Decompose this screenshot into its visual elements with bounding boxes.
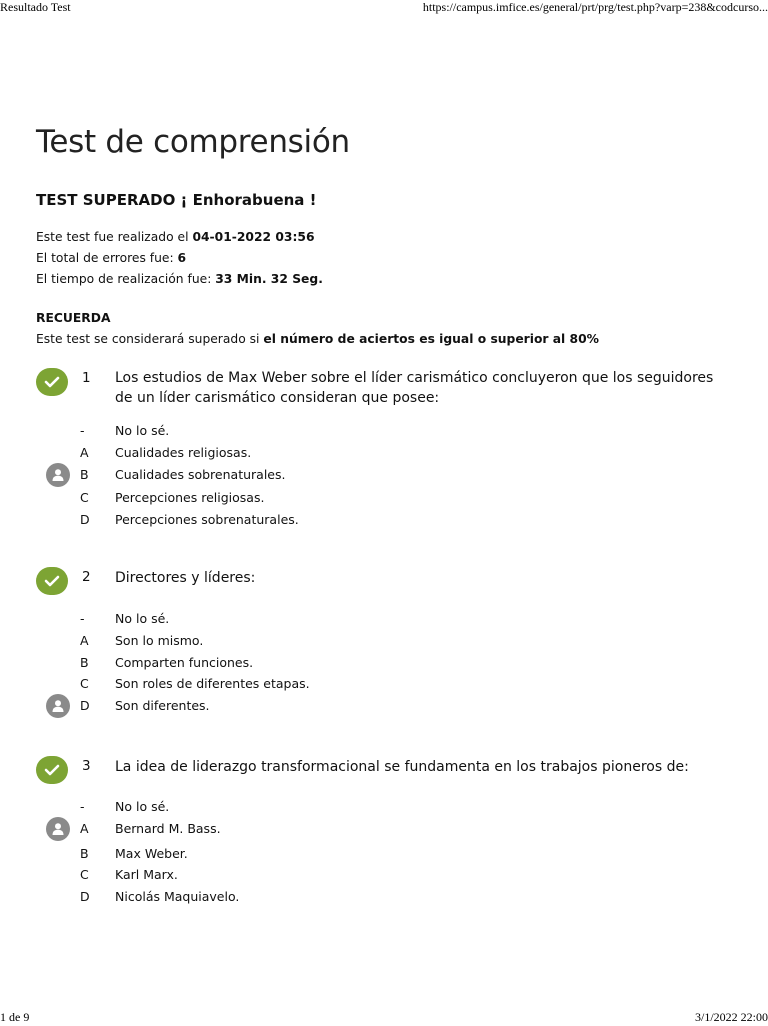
option-text: Cualidades religiosas. [115,445,252,460]
reminder-text [36,332,599,346]
user-answer-icon [46,817,70,841]
print-datetime: 3/1/2022 22:00 [694,1010,768,1024]
question-text: Directores y líderes: [115,570,256,586]
option-text: Karl Marx. [115,867,178,882]
check-icon [36,567,68,595]
question-number: 3 [82,758,91,774]
date-line [36,230,315,244]
result-heading: TEST SUPERADO ¡ Enhorabuena ! [36,191,317,209]
question-text: Los estudios de Max Weber sobre el líder carismático concluyeron que los seguidores de un líder carismático consideran que posee: [115,370,714,406]
option-text: Percepciones sobrenaturales. [115,512,299,527]
question-number: 1 [82,370,91,386]
user-answer-icon [46,463,70,487]
date-label: Este test fue realizado el [36,230,193,244]
option-text: Nicolás Maquiavelo. [115,889,240,904]
option-letter: D [80,698,90,713]
option-letter: C [80,676,89,691]
option-text: Cualidades sobrenaturales. [115,467,286,482]
option-text: Son diferentes. [115,698,210,713]
option-letter: C [80,490,89,505]
option-text: No lo sé. [115,611,170,626]
check-icon [36,368,68,396]
option-text: Bernard M. Bass. [115,821,221,836]
reminder-title-text: RECUERDA [36,311,111,325]
option-letter: D [80,512,90,527]
option-text: Percepciones religiosas. [115,490,265,505]
errors-value: 6 [177,251,187,265]
option-text: Son lo mismo. [115,633,204,648]
option-letter: B [80,655,89,670]
errors-label: El total de errores fue: [36,251,178,265]
option-letter: - [80,799,85,814]
check-icon [36,756,68,784]
user-answer-icon [46,694,70,718]
print-header-url: https://campus.imfice.es/general/prt/prg/test.php?varp=238&codcurso... [422,0,768,14]
option-text: No lo sé. [115,423,170,438]
option-letter: A [80,821,89,836]
print-header [0,0,768,16]
reminder-bold: el número de aciertos es igual o superior al 80% [263,332,599,346]
option-letter: - [80,423,85,438]
option-letter: A [80,445,89,460]
option-text: Max Weber. [115,846,188,861]
option-letter: A [80,633,89,648]
question-number: 2 [82,569,91,585]
option-text: No lo sé. [115,799,170,814]
time-line [36,272,323,286]
errors-line [36,251,186,265]
page-counter: 1 de 9 [0,1010,30,1024]
option-letter: - [80,611,85,626]
time-value: 33 Min. 32 Seg. [215,272,323,286]
option-text: Son roles de diferentes etapas. [115,676,310,691]
question-text: La idea de liderazgo transformacional se fundamenta en los trabajos pioneros de: [115,759,689,775]
option-letter: B [80,467,89,482]
option-letter: D [80,889,90,904]
reminder-title [36,311,110,325]
option-letter: C [80,867,89,882]
reminder-prefix: Este test se considerará superado si [36,332,264,346]
page-title: Test de comprensión [36,124,350,160]
option-text: Comparten funciones. [115,655,254,670]
print-header-title: Resultado Test [0,0,71,14]
option-letter: B [80,846,89,861]
time-label: El tiempo de realización fue: [36,272,216,286]
date-value: 04-01-2022 03:56 [192,230,315,244]
